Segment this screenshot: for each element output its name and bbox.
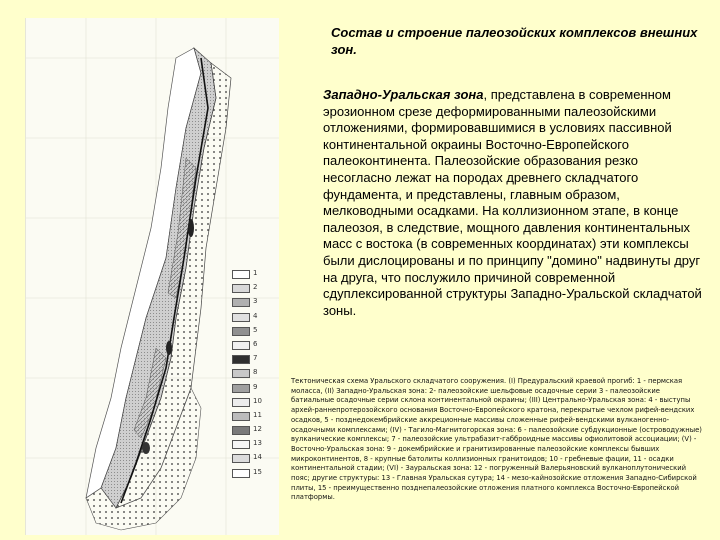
legend-number: 13	[253, 439, 262, 448]
legend-number: 5	[253, 325, 258, 334]
legend-item	[232, 325, 276, 339]
legend-swatch	[232, 398, 250, 407]
legend-swatch	[232, 298, 250, 307]
legend-item	[232, 396, 276, 410]
legend-swatch	[232, 412, 250, 421]
body-paragraph	[323, 87, 708, 319]
legend-number: 4	[253, 311, 258, 320]
legend-number: 8	[253, 368, 258, 377]
legend-number: 10	[253, 396, 262, 405]
legend-number: 12	[253, 425, 262, 434]
legend-swatch	[232, 426, 250, 435]
legend-number: 1	[253, 269, 258, 277]
legend-number: 2	[253, 283, 258, 292]
legend-number: 15	[253, 467, 262, 476]
page-title: Состав и строение палеозойских комплексов внешних зон.	[331, 25, 698, 57]
legend-swatch	[232, 355, 250, 364]
legend-swatch	[232, 454, 250, 463]
legend-swatch	[232, 369, 250, 378]
tectonic-map	[25, 18, 279, 535]
legend-item	[232, 382, 276, 396]
legend-item	[232, 339, 276, 353]
legend-item	[232, 452, 276, 466]
legend-swatch	[232, 270, 250, 279]
figure-caption: Тектоническая схема Уральского складчатого сооружения. (I) Предуральский краевой прогиб: 1 - пермская моласса, (II) Западно-Уральская зона: 2- палеозойские шельфовые осадочные серии 3 - палеозойские батиальные осадочные серии склона континентальной окраины; (III) Центрально-Уральская зона: 4 - выступы архей-раннепротерозойского основания Восточно-Европейского кратона, перекрытые чехлом рифей-вендских осадков, 5 - позднедокембрийские аккреционные массивы сложенные рифей-вендскими вулканогенно-осадочными комплексами; (IV) - Тагило-Магнитогорская зона: 6 - палеозойские субдукционные (островодужные) вулканические комплексы; 7 - палеозойские ультрабазит-габброидные массивы офиолитовой ассоциации; (V) - Восточно-Уральская зона: 9 - докембрийские и гранитизированные палеозойские комплексы бывших микроконтинентов, 8 - крупные батолиты коллизионных гранитоидов; 10 - гребневые фации, 11 - осадки континентальной стадии; (VI) - Зауральская зона: 12 - погруженный Валерьяновский вулканоплутонический пояс; другие структуры: 13 - Главная Уральская сутура; 14 - мезо-кайнозойские отложения Западно-Сибирской плиты, 15 - преимущественно позднепалеозойские отложения платного комплекса Восточно-Европейской платформы.	[291, 377, 702, 502]
legend-number: 9	[253, 382, 258, 391]
legend-swatch	[232, 313, 250, 322]
legend-item	[232, 438, 276, 452]
legend-swatch	[232, 284, 250, 293]
legend-item	[232, 282, 276, 296]
legend-item	[232, 296, 276, 310]
legend-item	[232, 467, 276, 481]
legend-item	[232, 424, 276, 438]
legend-item	[232, 268, 276, 282]
legend-swatch	[232, 384, 250, 393]
map-legend	[232, 268, 276, 481]
legend-swatch	[232, 469, 250, 478]
legend-number: 7	[253, 354, 258, 363]
legend-number: 14	[253, 453, 262, 462]
legend-number: 3	[253, 297, 258, 306]
legend-number: 11	[253, 410, 262, 419]
legend-swatch	[232, 341, 250, 350]
legend-item	[232, 353, 276, 367]
zone-name: Западно-Уральская зона	[323, 87, 484, 102]
legend-number: 6	[253, 339, 258, 348]
legend-item	[232, 311, 276, 325]
legend-item	[232, 410, 276, 424]
legend-swatch	[232, 440, 250, 449]
body-text-rest: , представлена в современном эрозионном срезе деформированными палеозойскими отложениями, формировавшимися в условиях пассивной континентальной окраины Восточно-Европейского палеоконтинента. Палеозойские образования резко несогласно лежат на породах древнего складчатого фундамента, и представлены, главным образом, мелководными осадками. На коллизионном этапе, в конце палеозоя, в следствие, мощного давления континентальных масс с востока (в современных координатах) эти комплексы были дислоцированы и по принципу "домино" надвинуты друг на друга, что послужило причиной современной сдуплексированной структуры Западно-Уральской складчатой зоны.	[323, 87, 702, 318]
legend-item	[232, 367, 276, 381]
legend-swatch	[232, 327, 250, 336]
